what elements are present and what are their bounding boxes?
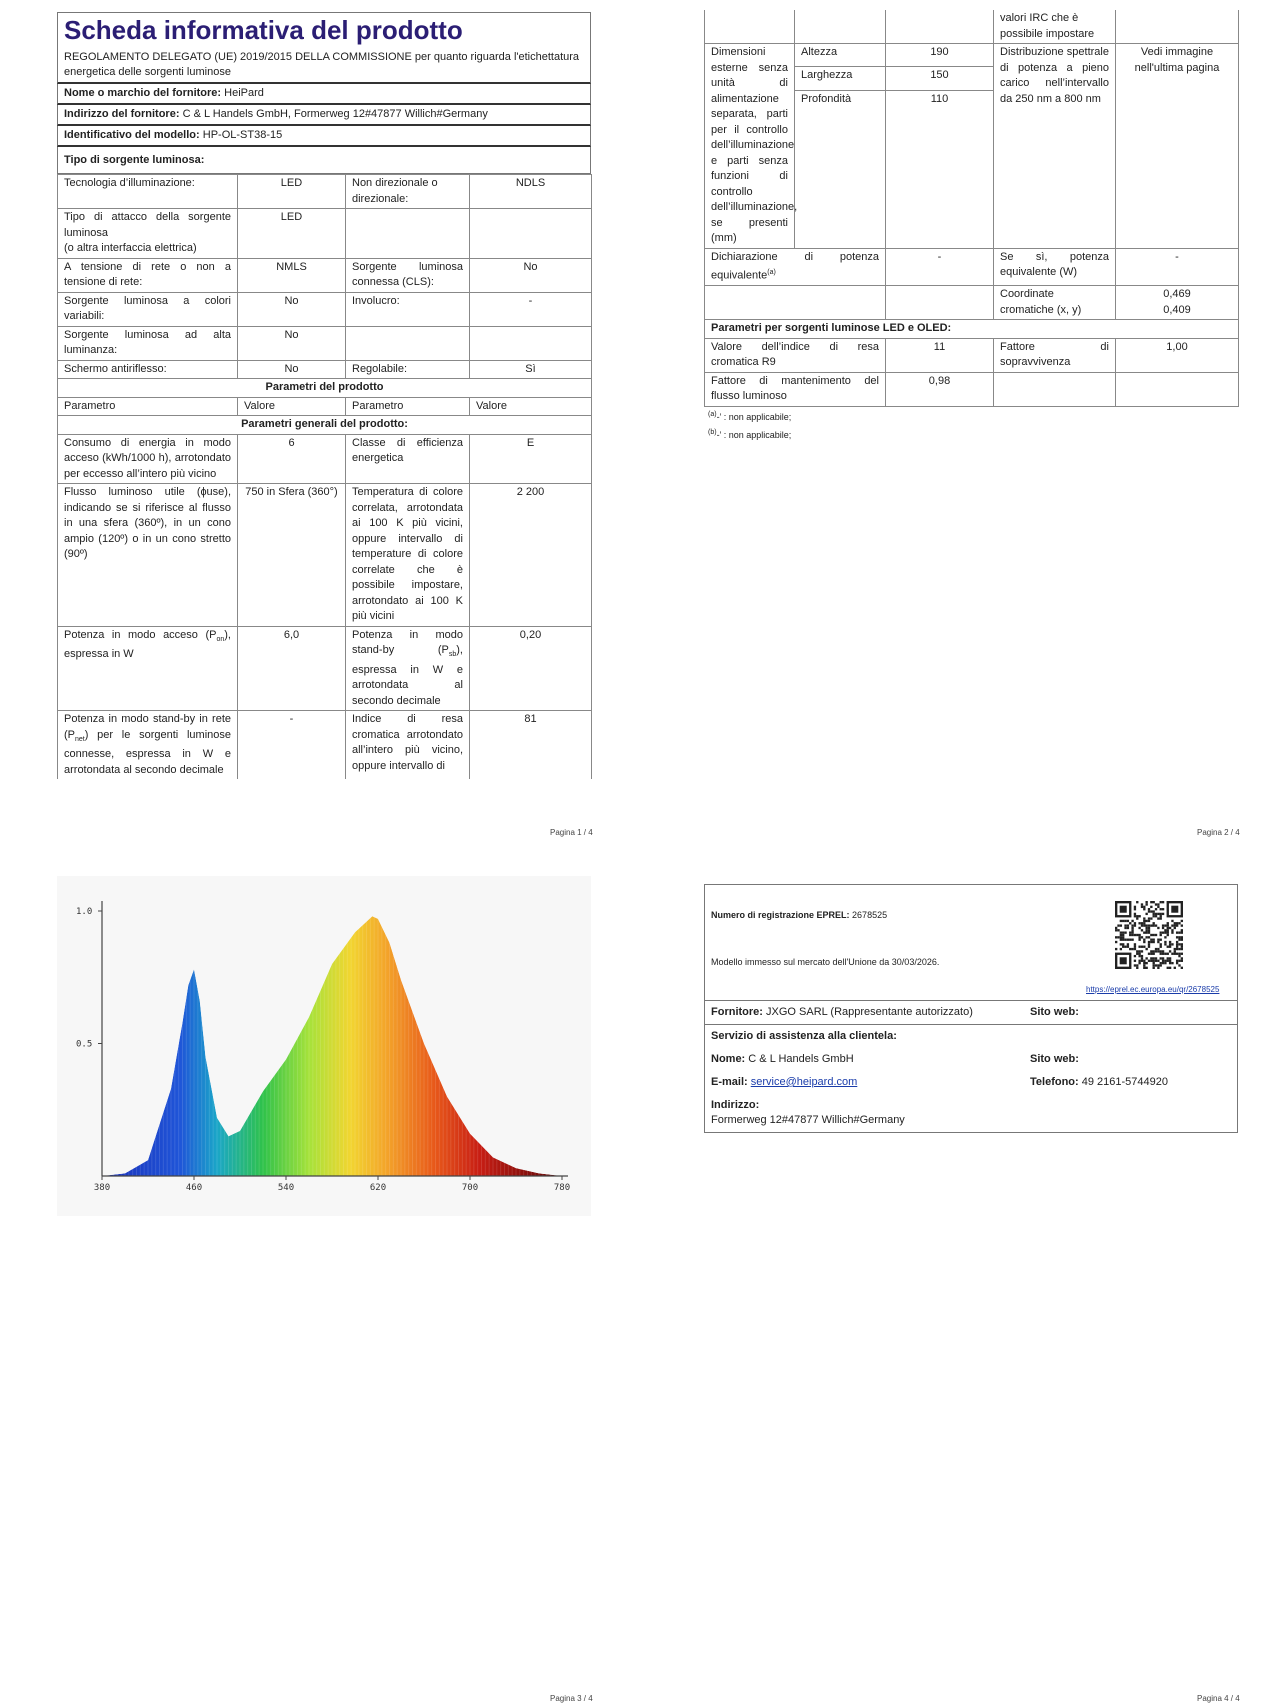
table-row: Flusso luminoso utile (ɸuse), indicando se si riferisce al flusso in una sfera (360º), in un cono ampio (120º) o in un cono stretto (90º) 750 in Sfera (360°) Temperatura di colore correlata, arrotondata ai 100 K più vicini, oppure intervallo di temperature di colore correlate che è possibile impostare, arrotondato ai 100 K più vicini 2 200	[58, 484, 592, 627]
table-row: Larghezza 150	[705, 67, 1239, 90]
supplier-name: HeiPard	[224, 87, 264, 99]
table-row: Tecnologia d’illuminazione: LED Non direzionale o direzionale: NDLS	[58, 175, 592, 209]
x-tick-label: 620	[369, 1183, 387, 1193]
table-row: Dichiarazione di potenza equivalente$^{(a)}$ - Se sì, potenza equivalente (W) -	[705, 248, 1239, 286]
supplier-name-row	[57, 84, 591, 105]
model-label: Identificativo del modello:	[64, 129, 200, 141]
model-row	[57, 126, 591, 147]
column-headers: Parametro Valore Parametro Valore	[58, 397, 592, 416]
source-type-row	[57, 147, 591, 174]
section-header: Parametri del prodotto	[58, 379, 592, 398]
section-header: Parametri generali del prodotto:	[58, 416, 592, 435]
regulation-text: REGOLAMENTO DELEGATO (UE) 2019/2015 DELLA COMMISSIONE per quanto riguarda l'etichettatura energetica delle sorgenti luminose	[57, 48, 591, 84]
table-row: Sorgente luminosa a colori variabili: No Involucro: -	[58, 292, 592, 326]
table-row: Schermo antiriflesso: No Regolabile: Sì	[58, 360, 592, 379]
table-row: Potenza in modo acceso $(P_{on})$, espressa in W 6,0 Potenza in modo stand-by $(P_{sb})$, espressa in W e arrotondata al secondo decimale 0,20	[58, 626, 592, 711]
eprel-label: Numero di registrazione EPREL:	[711, 910, 850, 920]
product-table	[57, 174, 592, 779]
spectral-distribution-chart	[57, 876, 591, 1216]
eprel-card	[704, 884, 1238, 1133]
table-row: Consumo di energia in modo acceso (kWh/1000 h), arrotondato per eccesso all’intero più vicino 6 Classe di efficienza energetica E	[58, 434, 592, 484]
page-number: Pagina 3 / 4	[550, 1694, 593, 1703]
name-row: Nome: C & L Handels GmbH Sito web:	[711, 1053, 1079, 1065]
plot-area	[76, 901, 570, 1193]
source-type-label: Tipo di sorgente luminosa:	[64, 154, 205, 166]
table-row: Coordinate cromatiche (x, y) 0,469 0,409	[705, 286, 1239, 320]
x-tick-label: 700	[461, 1183, 479, 1193]
supplier-name-label: Nome o marchio del fornitore:	[64, 87, 222, 99]
phone-number: 49 2161-5744920	[1081, 1076, 1168, 1088]
email-link[interactable]: service@heipard.com	[750, 1076, 858, 1088]
product-table-continued	[704, 10, 1239, 407]
table-row: Fattore di mantenimento del flusso luminoso 0,98	[705, 372, 1239, 406]
x-tick-label: 780	[553, 1183, 571, 1193]
table-row: Tipo di attacco della sorgente luminosa (o altra interfaccia elettrica) LED	[58, 209, 592, 259]
table-row: A tensione di rete o non a tensione di rete: NMLS Sorgente luminosa connessa (CLS): No	[58, 258, 592, 292]
eprel-header	[705, 885, 1237, 1001]
table-row: Sorgente luminosa ad alta luminanza: No	[58, 326, 592, 360]
table-row: Profondità 110	[705, 90, 1239, 248]
customer-service-heading: Servizio di assistenza alla clientela:	[711, 1030, 897, 1042]
y-tick-label: 0.5	[76, 1039, 93, 1050]
supplier-address-row	[57, 105, 591, 126]
email-row: E-mail: service@heipard.com Telefono: 49 2161-5744920	[711, 1076, 1168, 1088]
address-row: Indirizzo: Formerweg 12#47877 Willich#Germany	[711, 1099, 905, 1126]
page-2	[704, 10, 1238, 443]
footnote-b: $^{(b)}$-’ : non applicabile;	[708, 428, 792, 440]
page-number: Pagina 1 / 4	[550, 828, 593, 837]
market-date: Modello immesso sul mercato dell'Unione da 30/03/2026.	[711, 957, 940, 967]
model-id: HP-OL-ST38-15	[202, 129, 283, 141]
page-number: Pagina 2 / 4	[1197, 828, 1240, 837]
eprel-number: 2678525	[852, 910, 888, 920]
table-row: Dimensioni esterne senza unità di alimentazione separata, parti per il controllo dell’illuminazione e parti senza funzioni di controllo dell’illuminazione, se presenti (mm) Altezza 190 Distribuzione spettrale di potenza a pieno carico nell’intervallo da 250 nm a 800 nm Vedi immagine nell'ultima pagina	[705, 44, 1239, 67]
page-title: Scheda informativa del prodotto	[57, 12, 591, 48]
table-row: valori IRC che è possibile impostare	[705, 10, 1239, 44]
page-4	[704, 884, 1238, 1133]
table-row: Potenza in modo stand-by in rete $(P_{net})$ per le sorgenti luminose connesse, espressa in W e arrotondata al secondo decimale - Indice di resa cromatica arrotondato all’intero più vicino, oppure intervallo di 81	[58, 711, 592, 780]
page-1	[57, 12, 591, 779]
x-tick-label: 540	[277, 1183, 295, 1193]
page-3	[57, 876, 591, 1221]
qr-code-icon	[1115, 901, 1183, 969]
section-header: Parametri per sorgenti luminose LED e OLED:	[705, 320, 1239, 339]
qr-link[interactable]: https://eprel.ec.europa.eu/qr/2678525	[1086, 985, 1220, 994]
y-tick-label: 1.0	[76, 907, 93, 917]
supplier-row: Fornitore: JXGO SARL (Rappresentante autorizzato) Sito web:	[705, 1001, 1237, 1025]
supplier-address-label: Indirizzo del fornitore:	[64, 108, 180, 120]
supplier-address: C & L Handels GmbH, Formerweg 12#47877 Willich#Germany	[182, 108, 488, 120]
x-tick-label: 380	[93, 1183, 111, 1193]
footnote-a: $^{(a)}$-’ : non applicabile;	[708, 410, 792, 422]
table-row: Valore dell’indice di resa cromatica R9 11 Fattore di sopravvivenza 1,00	[705, 338, 1239, 372]
page-number: Pagina 4 / 4	[1197, 1694, 1240, 1703]
x-tick-label: 460	[185, 1183, 203, 1193]
